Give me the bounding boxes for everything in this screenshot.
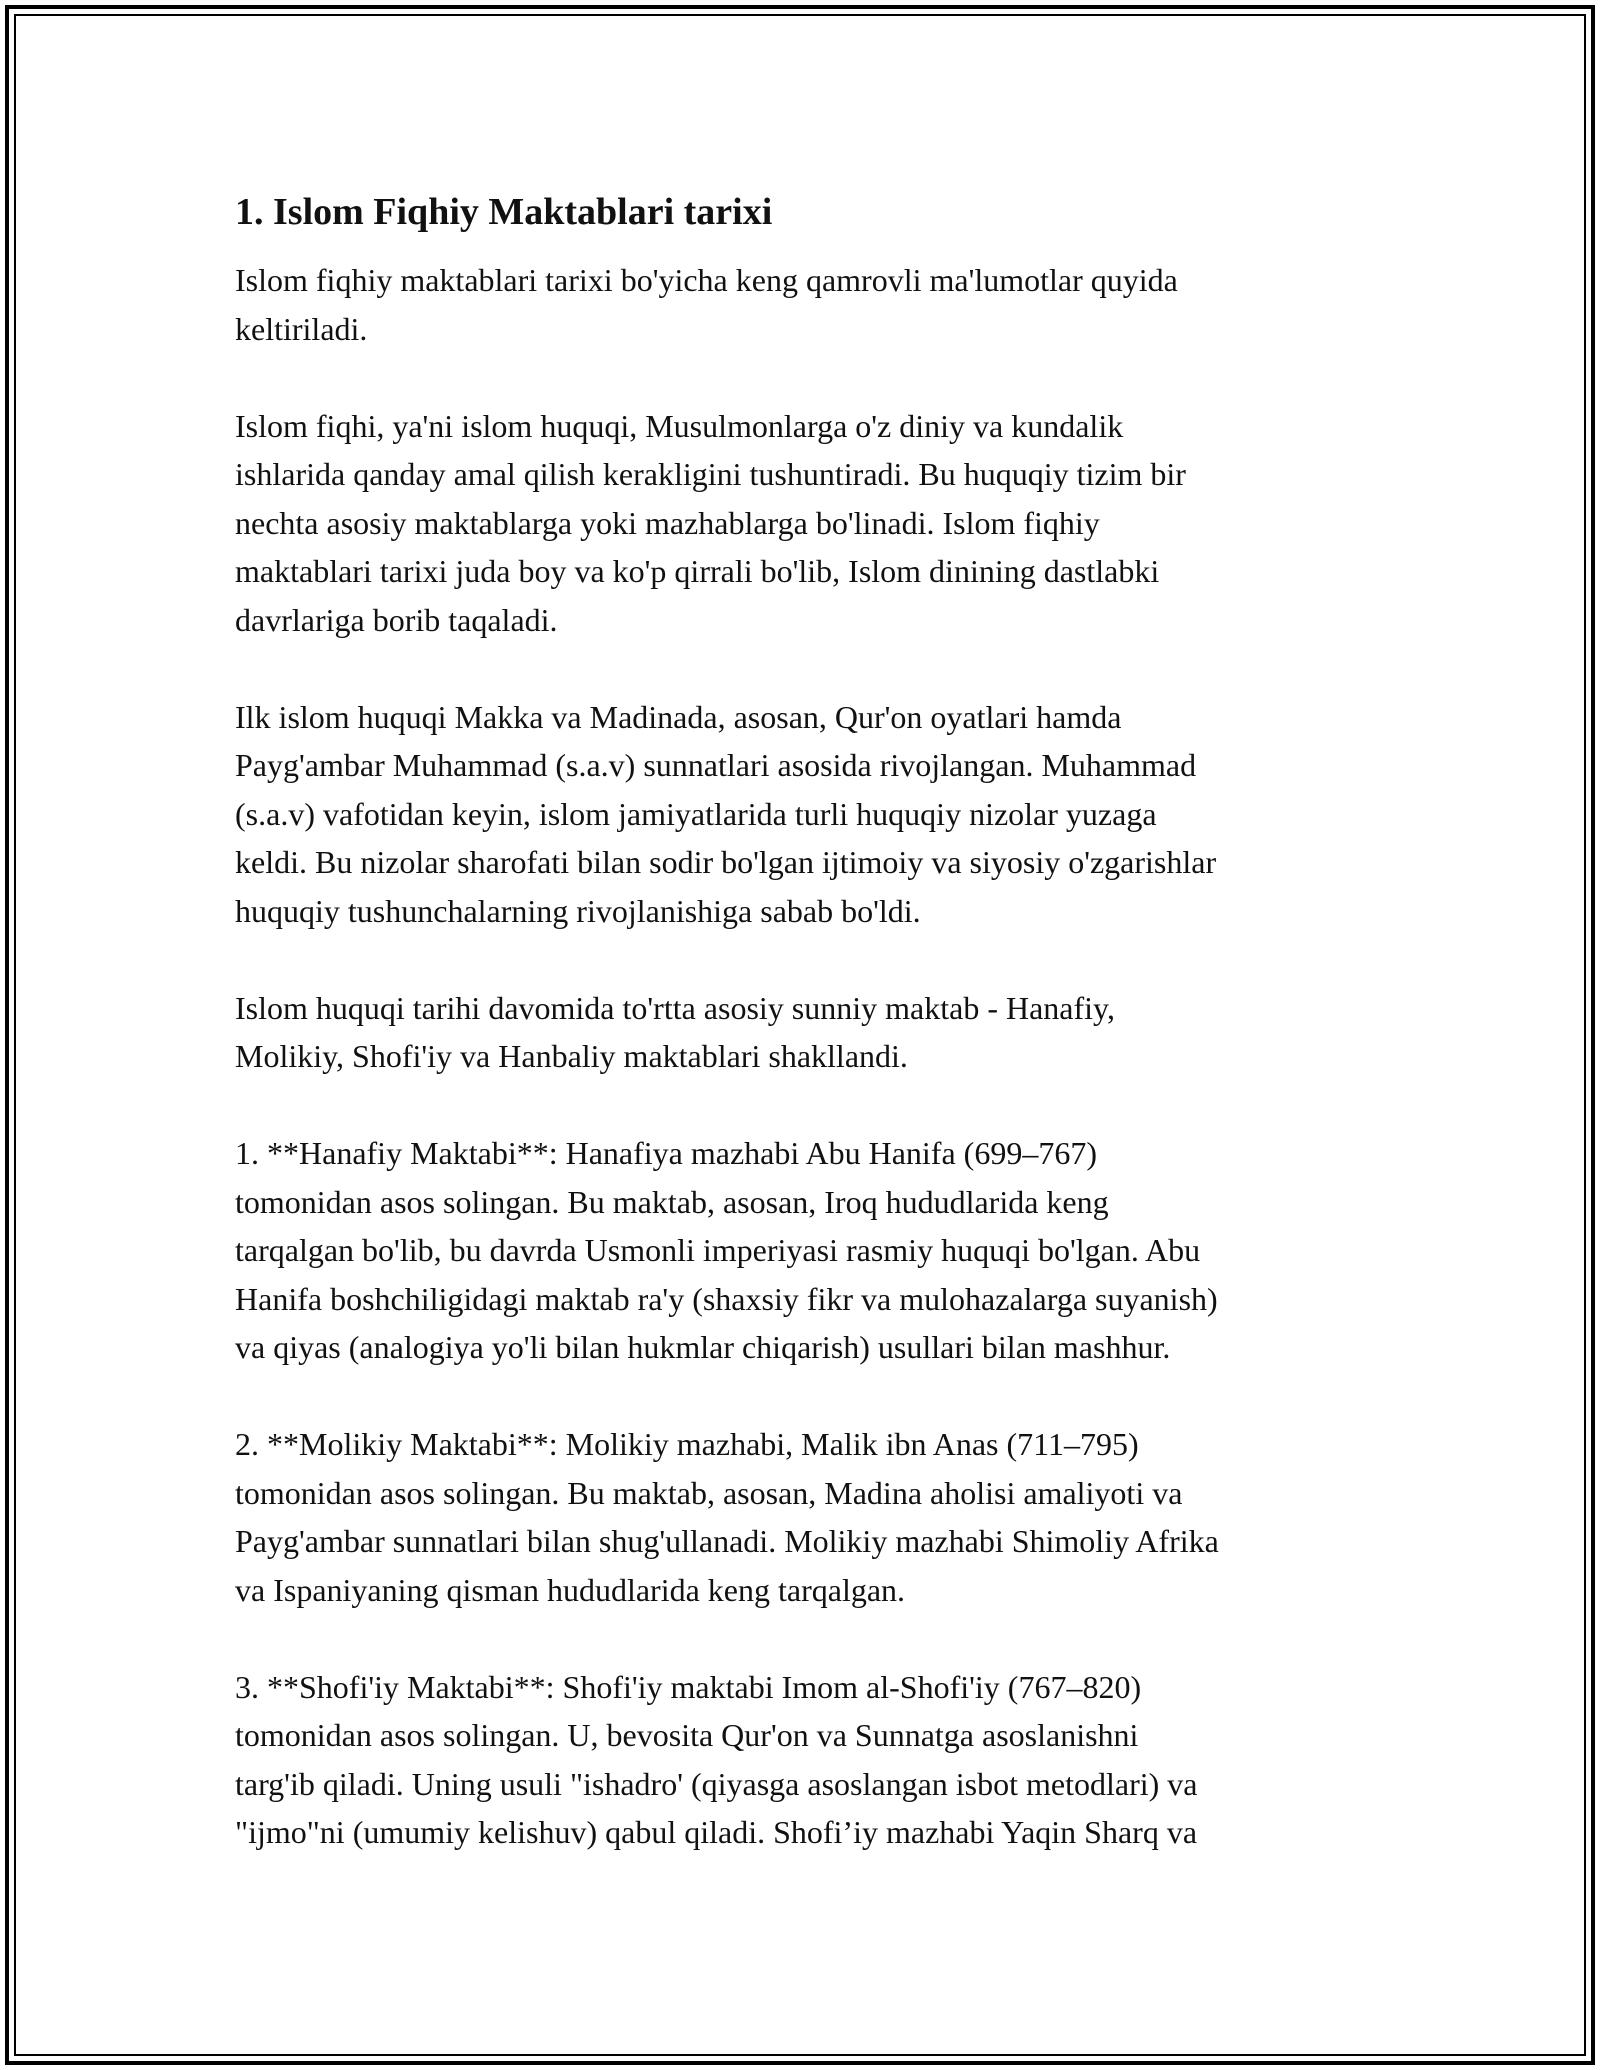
text-line: targ'ib qiladi. Uning usuli "ishadro' (qiyasga asoslangan isbot metodlari) va bbox=[235, 1765, 1198, 1802]
text-line: va qiyas (analogiya yo'li bilan hukmlar chiqarish) usullari bilan mashhur. bbox=[235, 1329, 1171, 1365]
text-line: tarqalgan bo'lib, bu davrda Usmonli imperiyasi rasmiy huquqi bo'lgan. Abu bbox=[235, 1232, 1201, 1268]
text-line: keldi. Bu nizolar sharofati bilan sodir bo'lgan ijtimoiy va siyosiy o'zgarishlar bbox=[235, 844, 1217, 880]
text-line: Islom fiqhi, ya'ni islom huquqi, Musulmonlarga o'z diniy va kundalik bbox=[235, 407, 1124, 444]
text-line: (s.a.v) vafotidan keyin, islom jamiyatlarida turli huquqiy nizolar yuzaga bbox=[235, 795, 1157, 832]
text-line: ishlarida qanday amal qilish kerakligini tushuntiradi. Bu huquqiy tizim bir bbox=[235, 456, 1186, 492]
document-title: 1. Islom Fiqhiy Maktablari tarixi bbox=[235, 191, 773, 233]
text-line: davrlariga borib taqaladi. bbox=[235, 601, 558, 638]
paragraph-fiqh-definition bbox=[235, 402, 1380, 645]
text-line: huquqiy tushunchalarning rivojlanishiga sabab bo'ldi. bbox=[235, 892, 921, 929]
paragraph-early-law bbox=[235, 693, 1380, 936]
paragraph-four-schools bbox=[235, 984, 1380, 1081]
text-line: tomonidan asos solingan. U, bevosita Qur'on va Sunnatga asoslanishni bbox=[235, 1717, 1139, 1753]
document-body bbox=[235, 188, 1380, 1905]
text-line: keltiriladi. bbox=[235, 310, 368, 347]
text-line: tomonidan asos solingan. Bu maktab, asosan, Iroq hududlarida keng bbox=[235, 1183, 1109, 1220]
text-line: va Ispaniyaning qisman hududlarida keng tarqalgan. bbox=[235, 1571, 906, 1608]
paragraph-intro bbox=[235, 256, 1380, 353]
text-line: Molikiy, Shofi'iy va Hanbaliy maktablari shakllandi. bbox=[235, 1038, 908, 1074]
text-line: Ilk islom huquqi Makka va Madinada, asosan, Qur'on oyatlari hamda bbox=[235, 698, 1122, 735]
text-line: 3. **Shofi'iy Maktabi**: Shofi'iy maktabi Imom al-Shofi'iy (767–820) bbox=[235, 1668, 1142, 1705]
text-line: "ijmo"ni (umumiy kelishuv) qabul qiladi. Shofi’iy mazhabi Yaqin Sharq va bbox=[235, 1814, 1198, 1850]
text-line: tomonidan asos solingan. Bu maktab, asosan, Madina aholisi amaliyoti va bbox=[235, 1474, 1183, 1511]
paragraph-shafii-school bbox=[235, 1663, 1380, 1857]
text-line: Hanifa boshchiligidagi maktab ra'y (shaxsiy fikr va mulohazalarga suyanish) bbox=[235, 1280, 1218, 1317]
paragraph-hanafi-school bbox=[235, 1129, 1380, 1372]
text-line: Islom fiqhiy maktablari tarixi bo'yicha keng qamrovli ma'lumotlar quyida bbox=[235, 262, 1178, 298]
text-line: 2. **Molikiy Maktabi**: Molikiy mazhabi, Malik ibn Anas (711–795) bbox=[235, 1426, 1139, 1462]
text-line: Payg'ambar Muhammad (s.a.v) sunnatlari asosida rivojlangan. Muhammad bbox=[235, 747, 1197, 783]
text-line: nechta asosiy maktablarga yoki mazhablarga bo'linadi. Islom fiqhiy bbox=[235, 504, 1100, 541]
text-line: maktablari tarixi juda boy va ko'p qirrali bo'lib, Islom dinining dastlabki bbox=[235, 553, 1160, 589]
text-line: 1. **Hanafiy Maktabi**: Hanafiya mazhabi Abu Hanifa (699–767) bbox=[235, 1135, 1097, 1171]
text-line: Payg'ambar sunnatlari bilan shug'ullanadi. Molikiy mazhabi Shimoliy Afrika bbox=[235, 1523, 1219, 1559]
paragraph-maliki-school bbox=[235, 1420, 1380, 1614]
text-line: Islom huquqi tarihi davomida to'rtta asosiy sunniy maktab - Hanafiy, bbox=[235, 989, 1115, 1026]
